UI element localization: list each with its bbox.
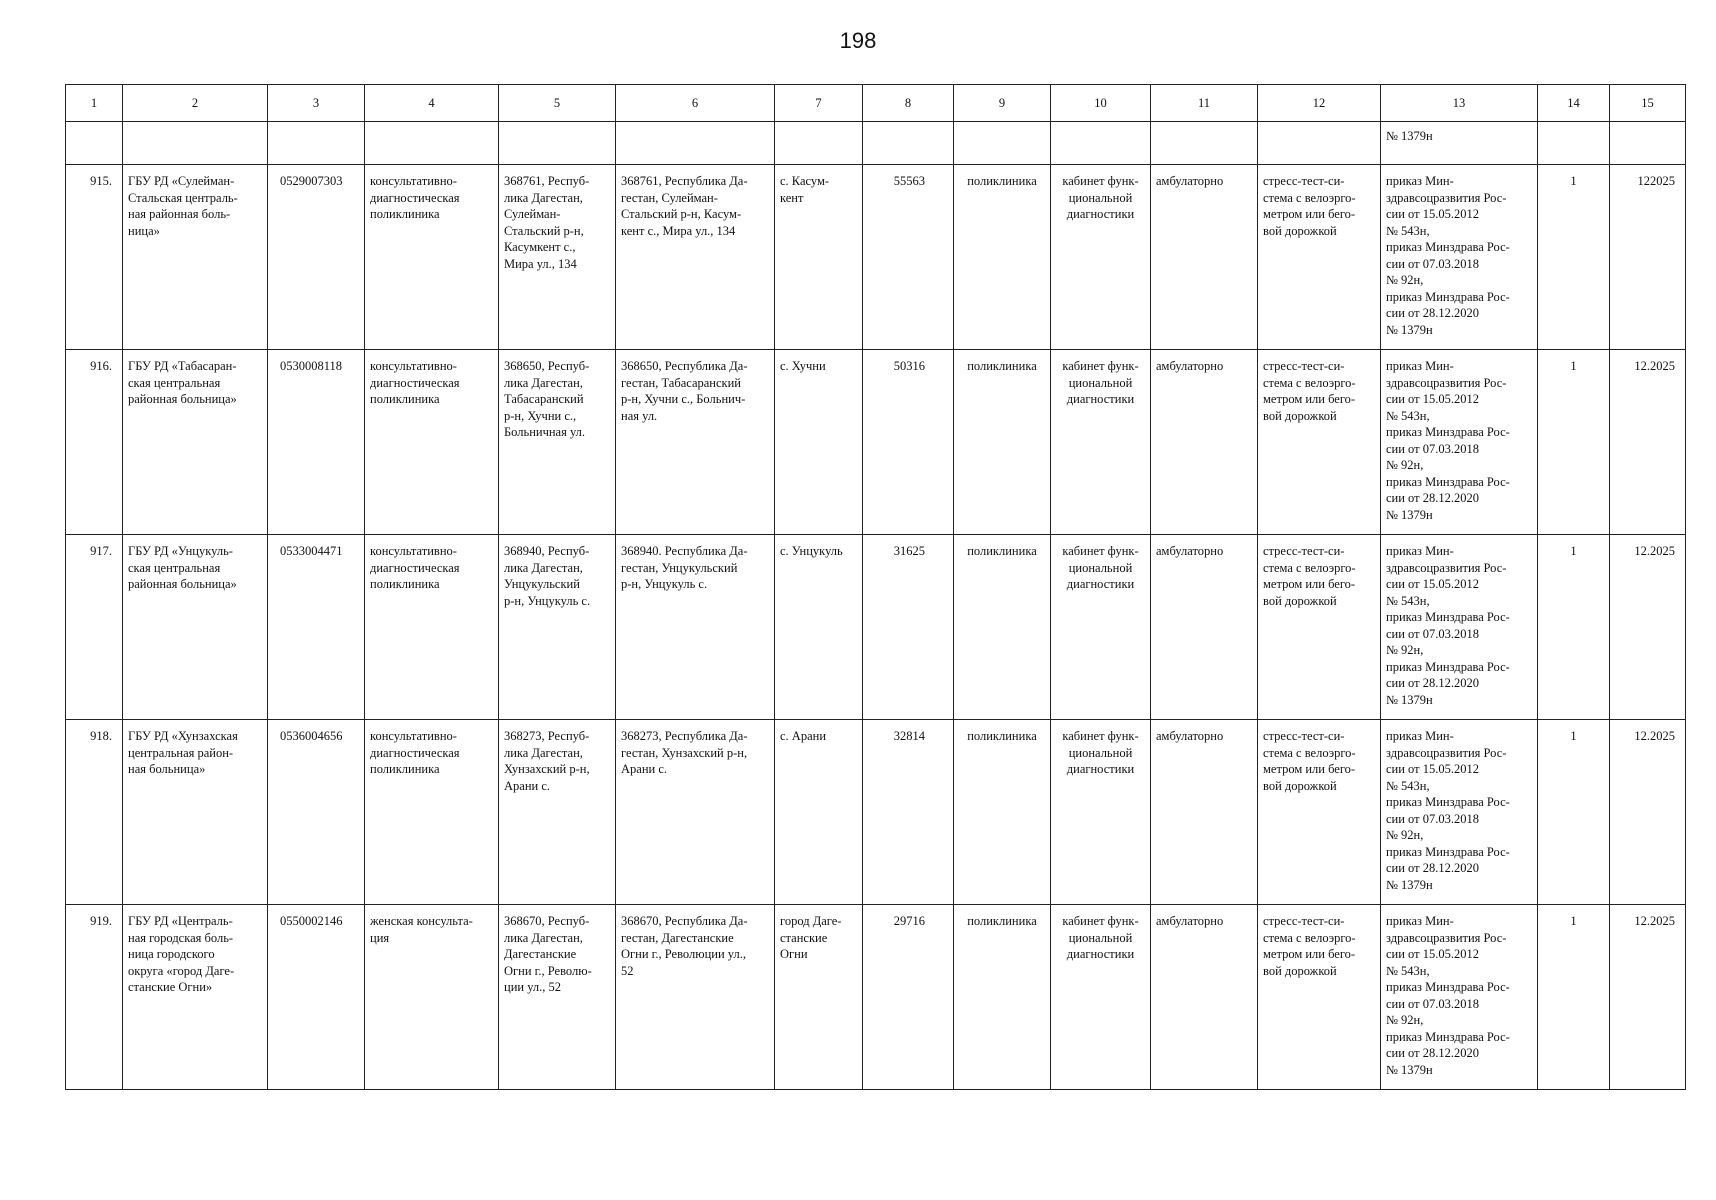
legal-basis-line: № 543н, [1386,963,1430,978]
continuation-cell-15 [1610,122,1686,165]
address-full-line: 368273, Республика Да- [621,729,748,743]
organization-name-cell [123,905,268,1090]
settlement-line: с. Унцукуль [780,544,843,558]
population-cell: 50316 [863,350,954,535]
organization-name-cell [123,350,268,535]
cabinet-line: циональной [1068,375,1133,390]
column-header-12: 12 [1258,85,1381,122]
equipment-line: метром или бего- [1263,947,1356,961]
cabinet-line: диагностики [1066,207,1135,221]
column-header-4: 4 [365,85,499,122]
location-cell: поликлиника [954,350,1051,535]
settlement-line: город Даге- [780,914,842,928]
cabinet-line: диагностики [1066,762,1135,776]
equipment-line: стема с велоэрго- [1263,375,1356,390]
legal-basis-line: сии от 15.05.2012 [1386,762,1479,776]
address-short-line: Стальский р-н, [504,223,584,238]
settlement-cell [775,350,863,535]
column-header-8: 8 [863,85,954,122]
table-row [66,165,1686,350]
legal-basis-line: приказ Минздрава Рос- [1386,289,1510,304]
cabinet-line: циональной [1068,930,1133,945]
continuation-row [66,122,1686,165]
legal-basis-line: приказ Минздрава Рос- [1386,795,1510,809]
address-short-line: 368650, Респуб- [504,359,590,373]
equipment-cell [1258,350,1381,535]
cabinet-line: кабинет функ- [1062,544,1139,558]
organization-name-cell [123,720,268,905]
address-full-line: гестан, Сулейман- [621,190,718,205]
address-full-cell [616,165,775,350]
address-short-cell [499,165,616,350]
legal-basis-line: № 543н, [1386,223,1430,238]
settlement-line: Огни [780,947,808,961]
equipment-line: вой дорожкой [1263,223,1337,238]
address-short-line: 368273, Респуб- [504,729,590,743]
address-full-line: 368761, Республика Да- [621,174,748,188]
equipment-line: вой дорожкой [1263,778,1337,793]
service-mode-cell: амбулаторно [1151,350,1258,535]
address-full-line: 368650, Республика Да- [621,359,748,373]
cabinet-line: диагностики [1066,947,1135,961]
address-short-line: Касумкент с., [504,240,576,254]
legal-basis-line: № 1379н [1386,507,1433,522]
address-short-line: 368670, Респуб- [504,914,590,928]
address-full-line: кент с., Мира ул., 134 [621,223,736,238]
service-mode-cell: амбулаторно [1151,535,1258,720]
organization-code-cell: 0529007303 [268,165,365,350]
address-full-line: гестан, Табасаранский [621,375,741,390]
organization-name-line: ГБУ РД «Унцукуль- [128,544,233,558]
cabinet-line: циональной [1068,745,1133,760]
legal-basis-line: приказ Минздрава Рос- [1386,474,1510,489]
equipment-cell [1258,720,1381,905]
address-short-cell [499,905,616,1090]
legal-basis-cell [1381,535,1538,720]
registry-table-container [65,84,1686,1090]
service-mode-cell: амбулаторно [1151,905,1258,1090]
address-full-line: гестан, Хунзахский р-н, [621,745,748,760]
equipment-line: стресс-тест-си- [1263,544,1345,558]
equipment-line: вой дорожкой [1263,408,1337,423]
quantity-cell: 1 [1538,165,1610,350]
quantity-cell: 1 [1538,350,1610,535]
legal-basis-line: здравсоцразвития Рос- [1386,190,1507,205]
address-short-line: 368940, Респуб- [504,544,590,558]
facility-type-line: диагностическая [370,745,460,760]
cabinet-line: циональной [1068,560,1133,575]
legal-basis-line: приказ Мин- [1386,359,1454,373]
column-header-10: 10 [1051,85,1151,122]
address-short-line: лика Дагестан, [504,190,583,205]
facility-type-line: диагностическая [370,190,460,205]
continuation-cell-2 [123,122,268,165]
legal-basis-line: здравсоцразвития Рос- [1386,745,1507,760]
facility-type-line: консультативно- [370,359,457,373]
column-header-13: 13 [1381,85,1538,122]
organization-name-line: ГБУ РД «Табасаран- [128,359,237,373]
address-short-line: лика Дагестан, [504,930,583,945]
address-full-line: 368940. Республика Да- [621,544,748,558]
column-header-3: 3 [268,85,365,122]
settlement-line: станские [780,930,828,945]
facility-type-cell [365,535,499,720]
facility-type-cell [365,165,499,350]
legal-basis-line: приказ Минздрава Рос- [1386,980,1510,994]
settlement-cell [775,905,863,1090]
cabinet-line: диагностики [1066,392,1135,406]
quantity-cell: 1 [1538,535,1610,720]
legal-basis-line: сии от 28.12.2020 [1386,676,1479,690]
organization-name-line: ГБУ РД «Централь- [128,914,233,928]
address-short-line: р-н, Хучни с., [504,408,577,423]
legal-basis-line: сии от 28.12.2020 [1386,1046,1479,1060]
legal-basis-line: сии от 07.03.2018 [1386,811,1479,826]
address-full-line: Огни г., Революции ул., [621,947,746,961]
population-cell: 29716 [863,905,954,1090]
address-short-line: Табасаранский [504,392,584,406]
continuation-cell-14 [1538,122,1610,165]
cabinet-cell [1051,905,1151,1090]
address-short-line: лика Дагестан, [504,375,583,390]
legal-basis-line: приказ Минздрава Рос- [1386,1029,1510,1044]
due-date-cell: 12.2025 [1610,535,1686,720]
facility-type-line: женская консульта- [370,914,473,928]
cabinet-cell [1051,165,1151,350]
legal-basis-line: сии от 07.03.2018 [1386,441,1479,456]
column-header-15: 15 [1610,85,1686,122]
facility-type-cell [365,350,499,535]
due-date-cell: 12.2025 [1610,905,1686,1090]
equipment-line: стресс-тест-си- [1263,729,1345,743]
service-mode-cell: амбулаторно [1151,720,1258,905]
continuation-cell-13: № 1379н [1381,122,1538,165]
column-number-header-row [66,85,1686,122]
legal-basis-line: № 1379н [1386,1062,1433,1077]
column-header-11: 11 [1151,85,1258,122]
column-header-2: 2 [123,85,268,122]
organization-code-cell: 0550002146 [268,905,365,1090]
address-full-line: 52 [621,963,634,978]
facility-type-line: поликлиника [370,392,440,406]
legal-basis-line: сии от 15.05.2012 [1386,577,1479,591]
population-cell: 31625 [863,535,954,720]
address-full-line: 368670, Республика Да- [621,914,748,928]
settlement-cell [775,720,863,905]
equipment-line: стресс-тест-си- [1263,174,1345,188]
continuation-cell-5 [499,122,616,165]
facility-type-line: консультативно- [370,544,457,558]
address-full-cell [616,350,775,535]
row-number-cell: 917. [66,535,123,720]
organization-name-line: ная районная боль- [128,207,231,221]
cabinet-line: кабинет функ- [1062,729,1139,743]
population-cell: 55563 [863,165,954,350]
service-mode-cell: амбулаторно [1151,165,1258,350]
table-row [66,905,1686,1090]
settlement-cell [775,535,863,720]
address-full-cell [616,905,775,1090]
address-short-line: Мира ул., 134 [504,256,577,271]
legal-basis-cell [1381,720,1538,905]
address-short-cell [499,535,616,720]
legal-basis-line: приказ Минздрава Рос- [1386,844,1510,859]
legal-basis-line: приказ Мин- [1386,174,1454,188]
legal-basis-line: № 543н, [1386,778,1430,793]
legal-basis-line: сии от 15.05.2012 [1386,392,1479,406]
address-full-cell [616,720,775,905]
row-number-cell: 916. [66,350,123,535]
organization-name-line: ница городского [128,947,215,961]
row-number-cell: 919. [66,905,123,1090]
legal-basis-line: № 1379н [1386,877,1433,892]
continuation-cell-9 [954,122,1051,165]
population-cell: 32814 [863,720,954,905]
equipment-cell [1258,905,1381,1090]
address-full-cell [616,535,775,720]
equipment-line: стресс-тест-си- [1263,359,1345,373]
equipment-line: метром или бего- [1263,207,1356,221]
organization-name-cell [123,165,268,350]
column-header-7: 7 [775,85,863,122]
cabinet-line: циональной [1068,190,1133,205]
legal-basis-line: № 92н, [1386,643,1424,657]
legal-basis-line: сии от 15.05.2012 [1386,947,1479,961]
address-short-line: Больничная ул. [504,425,586,439]
address-short-line: 368761, Респуб- [504,174,590,188]
cabinet-cell [1051,720,1151,905]
organization-name-line: центральная район- [128,745,234,760]
legal-basis-cell [1381,905,1538,1090]
organization-name-line: ГБУ РД «Сулейман- [128,174,235,188]
due-date-cell: 122025 [1610,165,1686,350]
continuation-cell-10 [1051,122,1151,165]
location-cell: поликлиника [954,535,1051,720]
organization-name-cell [123,535,268,720]
organization-code-cell: 0536004656 [268,720,365,905]
organization-code-cell: 0533004471 [268,535,365,720]
equipment-cell [1258,165,1381,350]
equipment-line: метром или бего- [1263,762,1356,776]
column-header-5: 5 [499,85,616,122]
legal-basis-line: приказ Минздрава Рос- [1386,240,1510,254]
registry-table [65,84,1686,1090]
legal-basis-line: № 92н, [1386,1013,1424,1027]
legal-basis-line: сии от 28.12.2020 [1386,306,1479,320]
organization-name-line: районная больница» [128,392,237,406]
continuation-cell-7 [775,122,863,165]
legal-basis-line: сии от 28.12.2020 [1386,861,1479,875]
address-short-line: лика Дагестан, [504,745,583,760]
legal-basis-line: сии от 28.12.2020 [1386,491,1479,505]
equipment-line: вой дорожкой [1263,593,1337,608]
equipment-line: стема с велоэрго- [1263,745,1356,760]
facility-type-line: ция [370,930,390,945]
legal-basis-cell [1381,165,1538,350]
legal-basis-line: сии от 07.03.2018 [1386,626,1479,641]
quantity-cell: 1 [1538,720,1610,905]
column-header-6: 6 [616,85,775,122]
legal-basis-line: сии от 07.03.2018 [1386,996,1479,1011]
legal-basis-line: приказ Минздрава Рос- [1386,659,1510,674]
cabinet-line: кабинет функ- [1062,914,1139,928]
equipment-line: вой дорожкой [1263,963,1337,978]
equipment-line: стресс-тест-си- [1263,914,1345,928]
address-short-cell [499,720,616,905]
legal-basis-line: сии от 07.03.2018 [1386,256,1479,271]
table-row [66,720,1686,905]
facility-type-cell [365,905,499,1090]
column-header-1: 1 [66,85,123,122]
facility-type-line: консультативно- [370,174,457,188]
address-short-line: лика Дагестан, [504,560,583,575]
address-short-cell [499,350,616,535]
location-cell: поликлиника [954,720,1051,905]
continuation-cell-3 [268,122,365,165]
settlement-line: с. Касум- [780,174,830,188]
settlement-cell [775,165,863,350]
continuation-cell-11 [1151,122,1258,165]
legal-basis-line: № 92н, [1386,828,1424,842]
cabinet-cell [1051,350,1151,535]
location-cell: поликлиника [954,905,1051,1090]
settlement-line: кент [780,190,804,205]
legal-basis-line: здравсоцразвития Рос- [1386,930,1507,945]
legal-basis-line: приказ Минздрава Рос- [1386,610,1510,624]
cabinet-line: диагностики [1066,577,1135,591]
column-header-14: 14 [1538,85,1610,122]
equipment-line: стема с велоэрго- [1263,190,1356,205]
address-full-line: гестан, Дагестанские [621,930,734,945]
address-full-line: р-н, Хучни с., Больнич- [621,392,746,406]
cabinet-line: кабинет функ- [1062,359,1139,373]
legal-basis-line: № 543н, [1386,408,1430,423]
address-short-line: р-н, Унцукуль с. [504,593,591,608]
due-date-cell: 12.2025 [1610,720,1686,905]
continuation-cell-1 [66,122,123,165]
legal-basis-line: здравсоцразвития Рос- [1386,560,1507,575]
continuation-cell-4 [365,122,499,165]
legal-basis-cell [1381,350,1538,535]
legal-basis-line: № 543н, [1386,593,1430,608]
organization-code-cell: 0530008118 [268,350,365,535]
address-short-line: ции ул., 52 [504,980,562,994]
due-date-cell: 12.2025 [1610,350,1686,535]
facility-type-line: диагностическая [370,375,460,390]
organization-name-line: округа «город Даге- [128,963,235,978]
equipment-line: стема с велоэрго- [1263,560,1356,575]
row-number-cell: 918. [66,720,123,905]
facility-type-line: поликлиника [370,762,440,776]
quantity-cell: 1 [1538,905,1610,1090]
continuation-cell-8 [863,122,954,165]
equipment-line: метром или бего- [1263,577,1356,591]
cabinet-cell [1051,535,1151,720]
address-full-line: ная ул. [621,408,658,423]
address-full-line: Стальский р-н, Касум- [621,207,742,221]
address-full-line: Арани с. [621,762,668,776]
legal-basis-line: приказ Мин- [1386,729,1454,743]
row-number-cell: 915. [66,165,123,350]
table-row [66,535,1686,720]
address-full-line: гестан, Унцукульский [621,560,738,575]
equipment-line: метром или бего- [1263,392,1356,406]
address-short-line: Арани с. [504,778,551,793]
organization-name-line: станские Огни» [128,980,213,994]
organization-name-line: ная больница» [128,762,206,776]
cabinet-line: кабинет функ- [1062,174,1139,188]
address-short-line: Дагестанские [504,947,577,961]
facility-type-line: поликлиника [370,577,440,591]
organization-name-line: Стальская централь- [128,190,238,205]
legal-basis-line: приказ Мин- [1386,544,1454,558]
legal-basis-line: сии от 15.05.2012 [1386,207,1479,221]
facility-type-line: поликлиника [370,207,440,221]
legal-basis-line: № 1379н [1386,692,1433,707]
facility-type-line: диагностическая [370,560,460,575]
organization-name-line: ская центральная [128,560,221,575]
equipment-line: стема с велоэрго- [1263,930,1356,945]
address-full-line: р-н, Унцукуль с. [621,577,708,591]
equipment-cell [1258,535,1381,720]
page-number: 198 [839,28,877,53]
legal-basis-line: приказ Минздрава Рос- [1386,425,1510,439]
facility-type-cell [365,720,499,905]
organization-name-line: ница» [128,223,160,238]
legal-basis-line: здравсоцразвития Рос- [1386,375,1507,390]
settlement-line: с. Хучни [780,359,826,373]
column-header-9: 9 [954,85,1051,122]
organization-name-line: ГБУ РД «Хунзахская [128,729,238,743]
legal-basis-line: приказ Мин- [1386,914,1454,928]
facility-type-line: консультативно- [370,729,457,743]
organization-name-line: районная больница» [128,577,237,591]
organization-name-line: ная городская боль- [128,930,234,945]
location-cell: поликлиника [954,165,1051,350]
legal-basis-line: № 92н, [1386,273,1424,287]
settlement-line: с. Арани [780,729,827,743]
table-row [66,350,1686,535]
address-short-line: Огни г., Револю- [504,963,592,978]
continuation-cell-12 [1258,122,1381,165]
organization-name-line: ская центральная [128,375,221,390]
legal-basis-line: № 1379н [1386,322,1433,337]
continuation-cell-6 [616,122,775,165]
address-short-line: Хунзахский р-н, [504,762,590,776]
address-short-line: Унцукульский [504,577,580,591]
legal-basis-line: № 92н, [1386,458,1424,472]
address-short-line: Сулейман- [504,207,561,221]
